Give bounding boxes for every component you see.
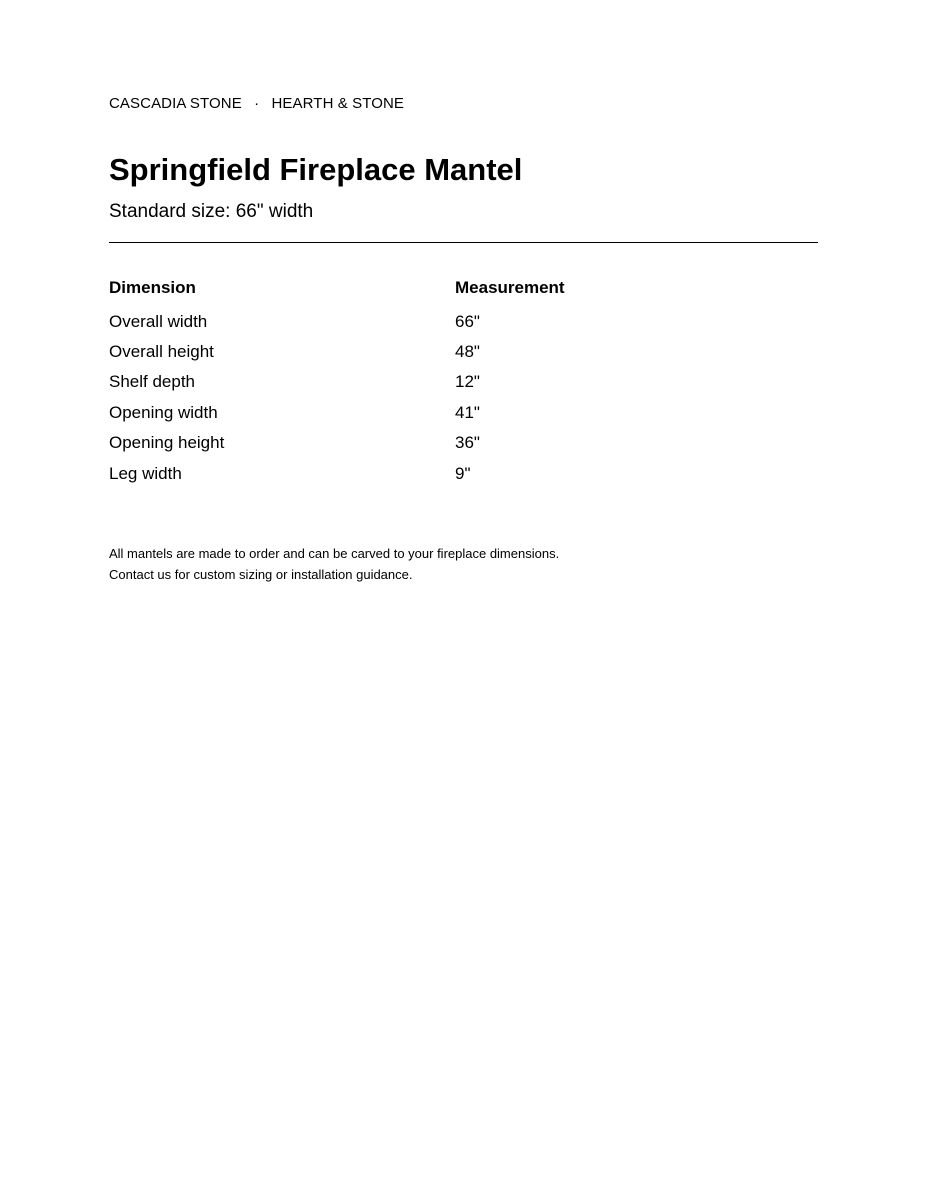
table-header-row (109, 278, 818, 306)
dimension-cell: Opening height (109, 433, 225, 453)
measurement-cell: 9" (455, 463, 471, 483)
dimension-cell: Overall height (109, 342, 214, 361)
brand-separator: · (254, 95, 260, 112)
footnote (109, 543, 559, 585)
table-row (109, 306, 818, 342)
table-row (109, 372, 818, 402)
measurement-cell: 12" (455, 372, 480, 392)
column-header-measurement: Measurement (455, 278, 565, 297)
footnote-line: All mantels are made to order and can be carved to your fireplace dimensions. (109, 546, 560, 561)
dimension-cell: Leg width (109, 463, 182, 483)
dimension-cell: Opening width (109, 402, 218, 422)
dimension-cell: Overall width (109, 312, 208, 331)
measurement-cell: 36" (455, 433, 480, 453)
page-subtitle: Standard size: 66" width (109, 201, 314, 222)
column-header-dimension: Dimension (109, 278, 196, 297)
divider (109, 242, 818, 243)
table-row (109, 342, 818, 372)
table-row (109, 464, 818, 494)
measurement-cell: 41" (455, 402, 480, 422)
brand-name: CASCADIA STONE (109, 95, 242, 112)
brand-category: HEARTH & STONE (271, 95, 405, 112)
table-row (109, 433, 818, 463)
page-title: Springfield Fireplace Mantel (109, 152, 523, 187)
dimension-cell: Shelf depth (109, 372, 196, 392)
footnote-line: Contact us for custom sizing or installation guidance. (109, 567, 413, 582)
dimensions-table (109, 278, 818, 494)
brand-line (109, 95, 404, 112)
measurement-cell: 48" (455, 342, 480, 361)
table-row (109, 403, 818, 433)
measurement-cell: 66" (455, 312, 480, 331)
